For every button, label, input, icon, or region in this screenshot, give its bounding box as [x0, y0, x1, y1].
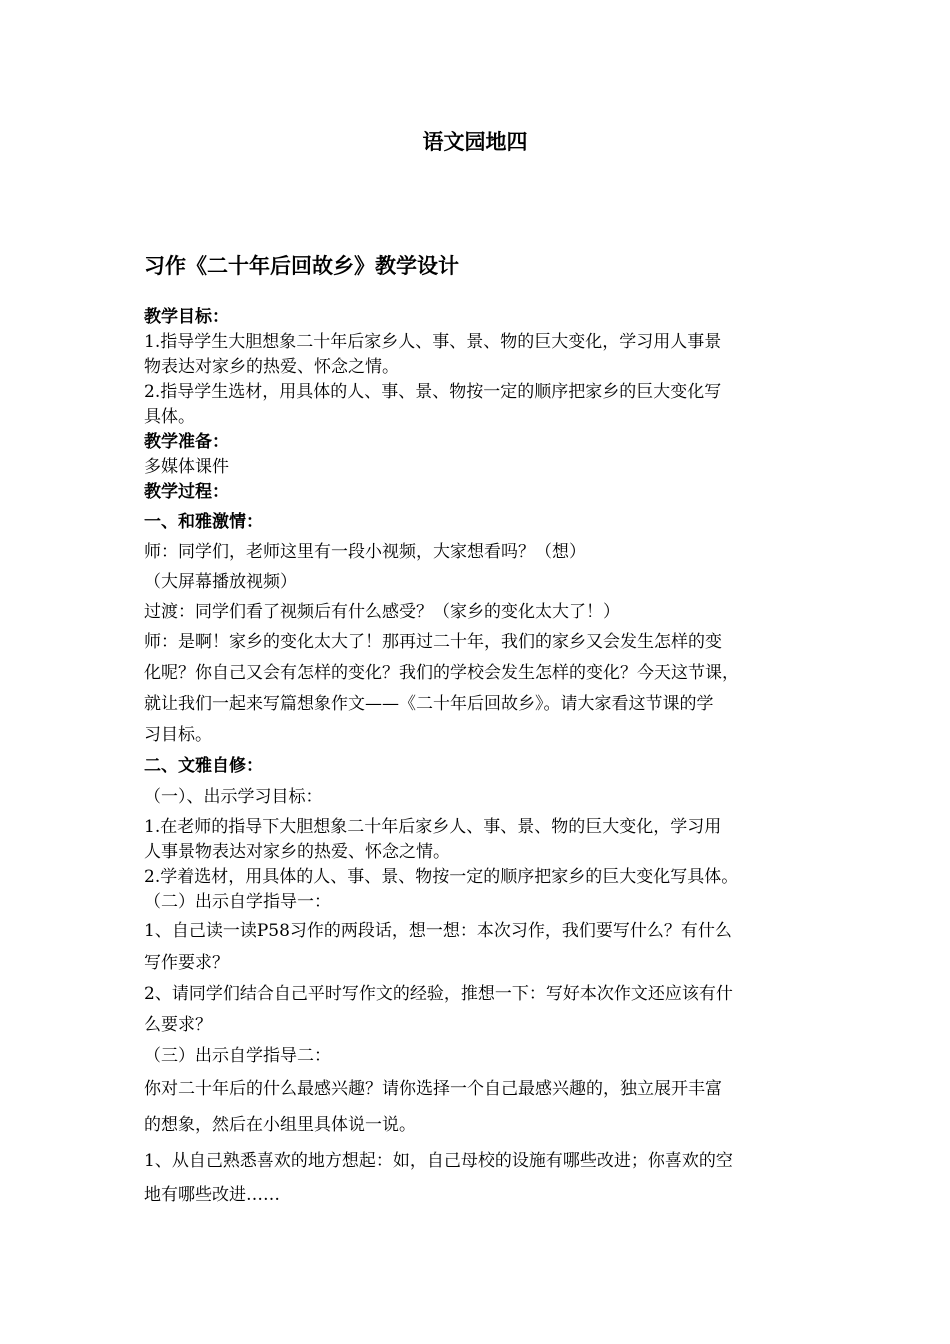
text-line: 2.指导学生选材，用具体的人、事、景、物按一定的顺序把家乡的巨大变化写	[144, 382, 722, 402]
text-line: 地有哪些改进……	[144, 1185, 280, 1205]
text-line: 过渡：同学们看了视频后有什么感受？（家乡的变化太大了！）	[144, 602, 620, 622]
text-line: 2、请同学们结合自己平时写作文的经验，推想一下：写好本次作文还应该有什	[144, 984, 733, 1004]
heading-process: 教学过程：	[144, 482, 229, 502]
text-line: 人事景物表达对家乡的热爱、怀念之情。	[144, 842, 450, 862]
text-line: 么要求？	[144, 1015, 212, 1035]
text-line: 1.在老师的指导下大胆想象二十年后家乡人、事、景、物的巨大变化，学习用	[144, 817, 722, 837]
section-heading-two: 二、文雅自修：	[144, 756, 263, 776]
text-line: 师：同学们，老师这里有一段小视频，大家想看吗？（想）	[144, 542, 586, 562]
text-line: 写作要求？	[144, 953, 229, 973]
lesson-title: 习作《二十年后回故乡》教学设计	[144, 253, 459, 278]
text-line: 具体。	[144, 407, 195, 427]
text-line: （三）出示自学指导二：	[144, 1046, 331, 1066]
page-title: 语文园地四	[422, 129, 528, 154]
text-line: （一）、出示学习目标：	[144, 787, 323, 807]
text-line: 化呢？你自己又会有怎样的变化？我们的学校会发生怎样的变化？今天这节课，	[144, 663, 739, 683]
heading-objectives: 教学目标：	[144, 307, 229, 327]
text-line: 师：是啊！家乡的变化太大了！那再过二十年，我们的家乡又会发生怎样的变	[144, 632, 722, 652]
text-line: （大屏幕播放视频）	[144, 572, 297, 592]
heading-preparation: 教学准备：	[144, 432, 229, 452]
text-line: 你对二十年后的什么最感兴趣？请你选择一个自己最感兴趣的，独立展开丰富	[144, 1079, 722, 1099]
text-line: （二）出示自学指导一：	[144, 892, 331, 912]
text-line: 1.指导学生大胆想象二十年后家乡人、事、景、物的巨大变化，学习用人事景	[144, 332, 722, 352]
text-line: 的想象，然后在小组里具体说一说。	[144, 1115, 416, 1135]
section-heading-one: 一、和雅激情：	[144, 512, 263, 532]
text-line: 习目标。	[144, 725, 212, 745]
text-line: 多媒体课件	[144, 457, 229, 477]
text-line: 1、从自己熟悉喜欢的地方想起：如，自己母校的设施有哪些改进；你喜欢的空	[144, 1151, 733, 1171]
text-line: 就让我们一起来写篇想象作文——《二十年后回故乡》。请大家看这节课的学	[144, 694, 714, 714]
text-line: 1、自己读一读P58习作的两段话，想一想：本次习作，我们要写什么？有什么	[144, 921, 732, 941]
text-line: 2.学着选材，用具体的人、事、景、物按一定的顺序把家乡的巨大变化写具体。	[144, 867, 739, 887]
text-line: 物表达对家乡的热爱、怀念之情。	[144, 357, 399, 377]
